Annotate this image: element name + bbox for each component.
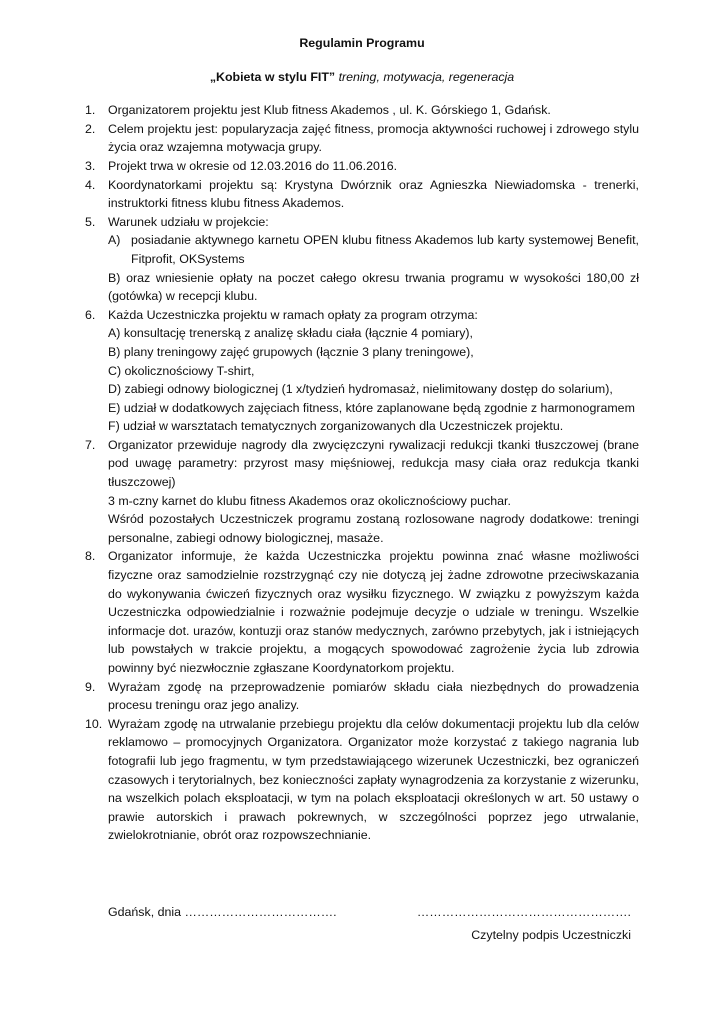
rule-item-10	[85, 715, 639, 845]
rule-text: Każda Uczestniczka projektu w ramach opłaty za program otrzyma:	[108, 307, 478, 322]
rule-number: 2.	[85, 121, 96, 136]
rule-number: 8.	[85, 549, 96, 564]
rule-text: Organizatorem projektu jest Klub fitness Akademos , ul. K. Górskiego 1, Gdańsk.	[108, 103, 551, 118]
rule-item-5	[85, 213, 639, 306]
rule-item-7	[85, 436, 639, 548]
program-name: „Kobieta w stylu FIT”	[209, 69, 336, 84]
rule-text: Wyrażam zgodę na przeprowadzenie pomiarów składu ciała niezbędnych do prowadzenia procesu treningu oraz jego analizy.	[108, 679, 639, 713]
rule-number: 5.	[85, 214, 96, 229]
rule-item-8	[85, 547, 639, 677]
signature-label: Czytelny podpis Uczestniczki	[471, 927, 631, 942]
signature-block	[417, 903, 631, 944]
rule-text: Celem projektu jest: popularyzacja zajęć fitness, promocja aktywności ruchowej i zdrowego stylu życia oraz wzajemna motywacja grupy.	[108, 121, 639, 155]
document-subtitle	[85, 68, 639, 87]
rule-line: Wśród pozostałych Uczestniczek programu zostaną rozlosowane nagrody dodatkowe: treningi personalne, zabiegi odnowy biologicznej, masaże.	[108, 512, 639, 545]
program-tagline: trening, motywacja, regeneracja	[338, 69, 515, 84]
rule-number: 10.	[85, 716, 103, 731]
rule-item-1	[85, 101, 639, 120]
rule-line: B) plany treningowy zajęć grupowych (łącznie 3 plany treningowe),	[108, 344, 474, 359]
subitem-text: posiadanie aktywnego karnetu OPEN klubu fitness Akademos lub karty systemowej Benefit, Fitprofit, OKSystems	[131, 233, 639, 266]
rules-list	[85, 101, 639, 845]
rule-text: Organizator informuje, że każda Uczestniczka projektu powinna znać własne możliwości fizyczne oraz samodzielnie rozstrzygnąć czy nie dotyczą jej żadne zdrowotne przeciwskazania do wykonywania ćwiczeń fizycznych oraz wysiłku fizycznego. W związku z powyższym każda Uczestniczka odpowiedzialnie i rozważnie podejmuje decyzje o udziale w treningu. Wszelkie informacje dot. urazów, kontuzji oraz stanów medycznych, zarówno przebytych, jak i istniejących lub powstałych w trakcie projektu, a mogących spowodować zagrożenie życia lub zdrowia powinny być niezwłocznie zgłaszane Koordynatorkom projektu.	[108, 549, 639, 675]
rule-number: 9.	[85, 679, 96, 694]
rule-item-2	[85, 120, 639, 157]
rule-line: D) zabiegi odnowy biologicznej (1 x/tydzień hydromasaż, nielimitowany dostęp do solarium),	[108, 382, 613, 397]
rule-number: 7.	[85, 437, 96, 452]
rule-line: E) udział w dodatkowych zajęciach fitness, które zaplanowane będą zgodnie z harmonogramem	[108, 400, 635, 415]
rule-line: C) okolicznościowy T-shirt,	[108, 363, 255, 378]
rule-number: 3.	[85, 158, 96, 173]
rule-item-9	[85, 678, 639, 715]
rule-number: 4.	[85, 177, 96, 192]
place-date: Gdańsk, dnia ……………………………….	[108, 905, 337, 919]
rule-number: 1.	[85, 103, 96, 118]
rule-number: 6.	[85, 307, 96, 322]
subitem-number: A)	[108, 233, 121, 248]
rule-text: Wyrażam zgodę na utrwalanie przebiegu projektu dla celów dokumentacji projektu lub dla celów reklamowo – promocyjnych Organizatora. Organizator może korzystać z takiego nagrania lub fotografii lub jego fragmentu, w tym przedstawiającego wizerunek Uczestniczki, bez ograniczeń czasowych i terytorialnych, bez konieczności zapłaty wynagrodzenia za korzystanie z wizerunku, na wszelkich polach eksploatacji, w tym na polach eksploatacji określonych w art. 50 ustawy o prawie autorskich i prawach pokrewnych, w szczególności poprzez jego utrwalanie, zwielokrotnianie, obrót oraz rozpowszechnianie.	[108, 716, 639, 843]
rule-subitem-a	[108, 231, 639, 268]
document-title: Regulamin Programu	[299, 36, 425, 50]
rule-line: 3 m-czny karnet do klubu fitness Akademos oraz okolicznościowy puchar.	[108, 493, 511, 508]
rule-text: Projekt trwa w okresie od 12.03.2016 do 11.06.2016.	[108, 158, 398, 173]
rule-text: Warunek udziału w projekcie:	[108, 214, 269, 229]
rule-text: Koordynatorkami projektu są: Krystyna Dwórznik oraz Agnieszka Niewiadomska - trenerki, instruktorki fitness klubu fitness Akademos.	[108, 177, 639, 211]
document-footer	[108, 903, 631, 944]
rule-item-4	[85, 176, 639, 213]
rule-text: Organizator przewiduje nagrody dla zwycięzczyni rywalizacji redukcji tkanki tłuszczowej (brane pod uwagę parametry: przyrost masy mięśniowej, redukcja masy ciała oraz redukcja tkanki tłuszczowej)	[108, 437, 639, 490]
rule-line: F) udział w warsztatach tematycznych zorganizowanych dla Uczestniczek projektu.	[108, 419, 564, 434]
signature-line: …………………………………………….	[416, 905, 631, 919]
rule-line: A) konsultację trenerską z analizę składu ciała (łącznie 4 pomiary),	[108, 326, 473, 341]
rule-item-6	[85, 306, 639, 436]
rule-item-3	[85, 157, 639, 176]
rule-line: B) oraz wniesienie opłaty na poczet całego okresu trwania programu w wysokości 180,00 zł (gotówka) w recepcji klubu.	[108, 270, 639, 304]
